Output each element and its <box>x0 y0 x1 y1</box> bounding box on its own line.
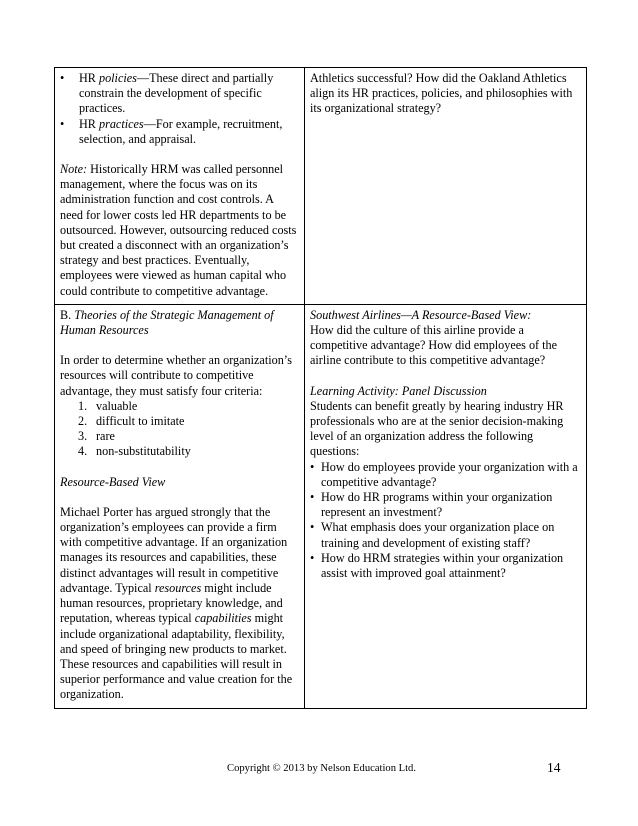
section-heading-prefix: B. <box>60 307 75 322</box>
note-paragraph <box>60 162 299 299</box>
list-item <box>310 551 581 581</box>
activity-title-text: Learning Activity: Panel Discussion <box>310 383 487 398</box>
subheading <box>60 475 299 490</box>
bullet-icon: • <box>310 520 315 535</box>
note-label: Note: <box>60 162 88 177</box>
row2-right-cell <box>305 304 587 708</box>
criterion-text: rare <box>96 429 115 444</box>
criterion-text: difficult to imitate <box>96 414 185 429</box>
bullet-icon: • <box>310 490 315 505</box>
question-text: How do employees provide your organization with a competitive advantage? <box>321 459 578 489</box>
questions-list <box>310 460 581 582</box>
bullet-prefix: HR <box>79 116 99 131</box>
bullet-term: policies <box>98 71 137 85</box>
section-heading <box>60 308 299 338</box>
question-text: How do HRM strategies within your organization assist with improved goal attainment? <box>321 550 564 581</box>
list-number: 4. <box>78 444 88 459</box>
criterion-text: valuable <box>96 398 138 413</box>
discussion-text: Athletics successful? How did the Oakland Athletics align its HR practices, policies, and philosophies with its organizational strategy? <box>310 71 573 116</box>
list-item <box>310 460 581 490</box>
hr-bullet-list <box>60 71 299 147</box>
bullet-icon: • <box>60 116 65 131</box>
resource-paragraph <box>60 505 299 703</box>
copyright-notice: Copyright © 2013 by Nelson Education Ltd. <box>227 763 417 774</box>
bullet-term: practices <box>98 116 144 131</box>
content-table <box>54 67 587 709</box>
bullet-prefix: HR <box>79 71 99 85</box>
list-item <box>60 399 299 414</box>
bullet-text: —These direct and partially constrain the development of specific practices. <box>79 71 274 116</box>
page-number: 14 <box>547 760 561 775</box>
criteria-intro: In order to determine whether an organization’s resources will contribute to competitive advantage, they must satisfy four criteria: <box>60 353 292 398</box>
list-number: 1. <box>78 398 88 413</box>
case-title-text: Southwest Airlines—A Resource-Based View: <box>310 307 532 322</box>
section-heading-title: Theories of the Strategic Management of Human Resources <box>60 307 274 338</box>
list-item <box>60 117 299 147</box>
row1-right-cell <box>305 68 587 305</box>
list-item <box>310 520 581 550</box>
paragraph-text: Michael Porter has argued strongly that the organization’s employees can provide a firm with competitive advantage. If an organization manages its resources and capabilities, these distinct advantages will result in competitive advantage. Typical <box>60 504 288 595</box>
subheading-text: Resource-Based View <box>60 474 166 489</box>
bullet-icon: • <box>310 459 315 474</box>
paragraph-text: might include organizational adaptability, flexibility, and speed of bringing new products to market. These resources and capabilities will result in superior performance and value creation for the organization. <box>60 611 293 702</box>
bullet-icon: • <box>310 550 315 565</box>
page-footer <box>0 760 638 780</box>
case-title <box>310 308 581 323</box>
case-text: How did the culture of this airline provide a competitive advantage? How did employees of the airline contribute to this competitive advantage? <box>310 323 558 368</box>
activity-title <box>310 384 581 399</box>
table-row <box>55 304 587 708</box>
row2-left-cell <box>55 304 305 708</box>
note-text: Historically HRM was called personnel management, where the focus was on its administration function and cost controls. A need for lower costs led HR departments to be outsourced. However, outsourcing reduced costs but created a disconnect with an organization’s strategy and best practices. Eventually, employees were viewed as human capital who could contribute to competitive advantage. <box>60 162 297 298</box>
list-item <box>60 444 299 459</box>
term-resources: resources <box>154 580 202 595</box>
question-text: What emphasis does your organization place on training and development of existing staff? <box>321 520 555 550</box>
bullet-icon: • <box>60 71 65 85</box>
question-text: How do HR programs within your organization represent an investment? <box>321 490 553 520</box>
paragraph-text: might include human resources, proprietary knowledge, and reputation, whereas typical <box>60 580 283 626</box>
criteria-list <box>60 399 299 460</box>
bullet-text: —For example, recruitment, selection, and appraisal. <box>79 116 283 146</box>
activity-text: Students can benefit greatly by hearing industry HR professionals who are at the senior decision-making level of an organization address the following questions: <box>310 398 564 459</box>
table-row <box>55 68 587 305</box>
list-item <box>60 71 299 117</box>
list-number: 3. <box>78 429 88 444</box>
list-item <box>60 429 299 444</box>
list-item <box>60 414 299 429</box>
row1-left-cell <box>55 68 305 305</box>
term-capabilities: capabilities <box>194 611 252 626</box>
list-item <box>310 490 581 520</box>
list-number: 2. <box>78 414 88 429</box>
criterion-text: non-substitutability <box>96 444 191 459</box>
